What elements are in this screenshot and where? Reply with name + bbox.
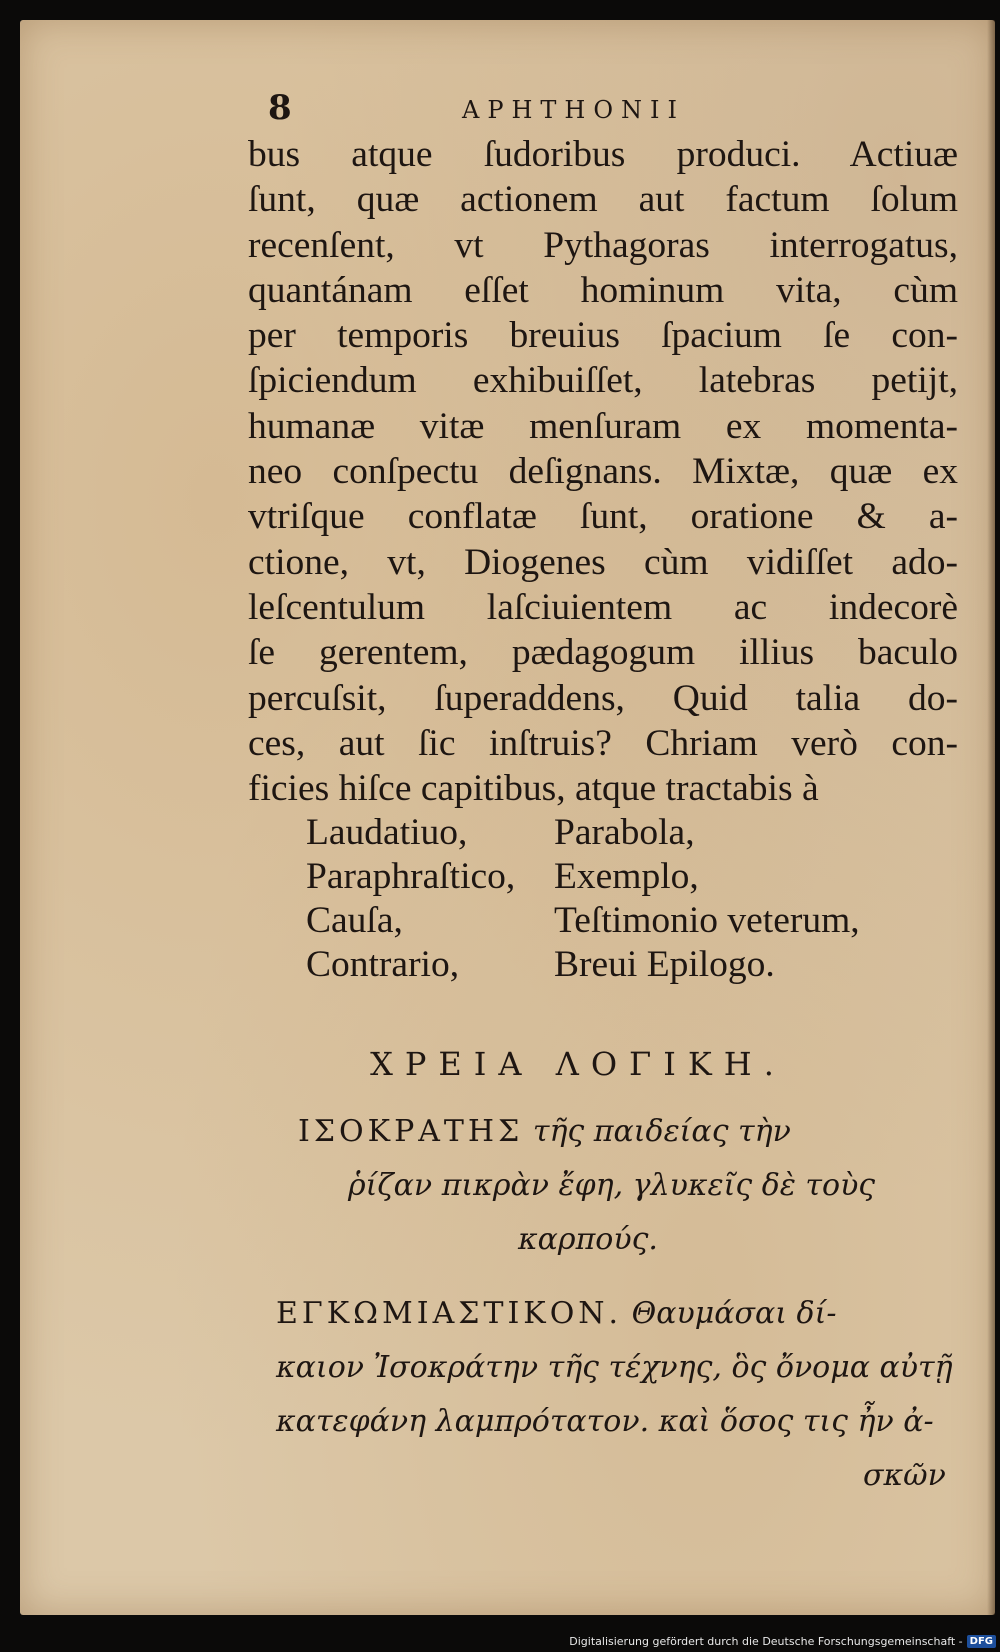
digitization-credit bbox=[569, 1635, 996, 1648]
topic-item: Contrario, bbox=[306, 944, 460, 986]
text-line: percuſsit, ſuperaddens, Quid talia do- bbox=[248, 677, 958, 719]
text-line: recenſent, vt Pythagoras interrogatus, bbox=[248, 224, 958, 266]
running-head bbox=[248, 88, 958, 132]
text-block bbox=[248, 88, 958, 1503]
text-line: καιον Ἰσοκράτην τῆς τέχνης, ὃς ὄνομα αὐτῇ bbox=[276, 1350, 953, 1386]
text-line: κατεφάνη λαμπρότατον. καὶ ὅσος τις ἦν ἀ- bbox=[276, 1404, 934, 1440]
dfg-logo: DFG bbox=[967, 1635, 996, 1648]
topic-item: Teſtimonio veterum, bbox=[554, 900, 860, 942]
topic-item: Exemplo, bbox=[554, 856, 699, 898]
text-line: leſcentulum laſciuientem ac indecorè bbox=[248, 586, 958, 628]
text-line: humanæ vitæ menſuram ex momenta- bbox=[248, 405, 958, 447]
page-number: 8 bbox=[268, 88, 292, 128]
encomium-line-rest: Θαυμάσαι δί- bbox=[631, 1296, 837, 1332]
text-line: ſe gerentem, pædagogum illius baculo bbox=[248, 632, 958, 674]
encomium-lead: ΕΓΚΩΜΙΑΣΤΙΚΟΝ. bbox=[276, 1296, 623, 1332]
text-line: neo conſpectu deſignans. Mixtæ, quæ ex bbox=[248, 451, 958, 493]
topic-item: Laudatiuo, bbox=[306, 812, 468, 854]
chreia-line-rest: τῆς παιδείας τὴν bbox=[532, 1114, 791, 1150]
text-line bbox=[248, 1105, 958, 1159]
topics-list bbox=[306, 811, 958, 987]
text-line: ces, aut ſic inſtruis? Chriam verò con- bbox=[248, 722, 958, 764]
topic-item: Breui Epilogo. bbox=[554, 944, 775, 986]
running-head-title: APHTHONII bbox=[462, 96, 685, 124]
chreia-lead: ΙΣΟΚΡΑΤΗΣ bbox=[298, 1114, 524, 1150]
page-edge bbox=[987, 20, 995, 1615]
topic-item: Parabola, bbox=[554, 812, 695, 854]
chreia-quote bbox=[248, 1105, 958, 1267]
text-line: ſunt, quæ actionem aut factum ſolum bbox=[248, 179, 958, 221]
text-line: per temporis breuius ſpacium ſe con‑ bbox=[248, 315, 958, 357]
text-line: ficies hiſce capitibus, atque tractabis à bbox=[248, 768, 819, 810]
text-line: καρπούς. bbox=[518, 1222, 658, 1258]
topic-item: Paraphraſtico, bbox=[306, 856, 516, 898]
text-line: vtriſque conflatæ ſunt, oratione & a- bbox=[248, 496, 958, 538]
catchword: σκῶν bbox=[863, 1458, 946, 1494]
text-line bbox=[248, 1287, 958, 1341]
book-page bbox=[20, 20, 995, 1615]
text-line: ctione, vt, Diogenes cùm vidiſſet ado- bbox=[248, 541, 958, 583]
topic-item: Cauſa, bbox=[306, 900, 403, 942]
encomium-paragraph bbox=[248, 1287, 958, 1503]
text-line: quantánam eſſet hominum vita, cùm bbox=[248, 269, 958, 311]
credit-text: Digitalisierung gefördert durch die Deutsche Forschungsgemeinschaft - bbox=[569, 1635, 963, 1648]
text-line: ſpiciendum exhibuiſſet, latebras petijt, bbox=[248, 360, 958, 402]
body-paragraph bbox=[248, 132, 958, 811]
text-line: ῥίζαν πικρὰν ἔφη, γλυκεῖς δὲ τοὺς bbox=[348, 1168, 876, 1204]
text-line: bus atque ſudoribus produci. Actiuæ bbox=[248, 134, 958, 175]
section-heading: ΧΡΕΙΑ ΛΟΓΙΚΗ. bbox=[370, 1045, 786, 1084]
